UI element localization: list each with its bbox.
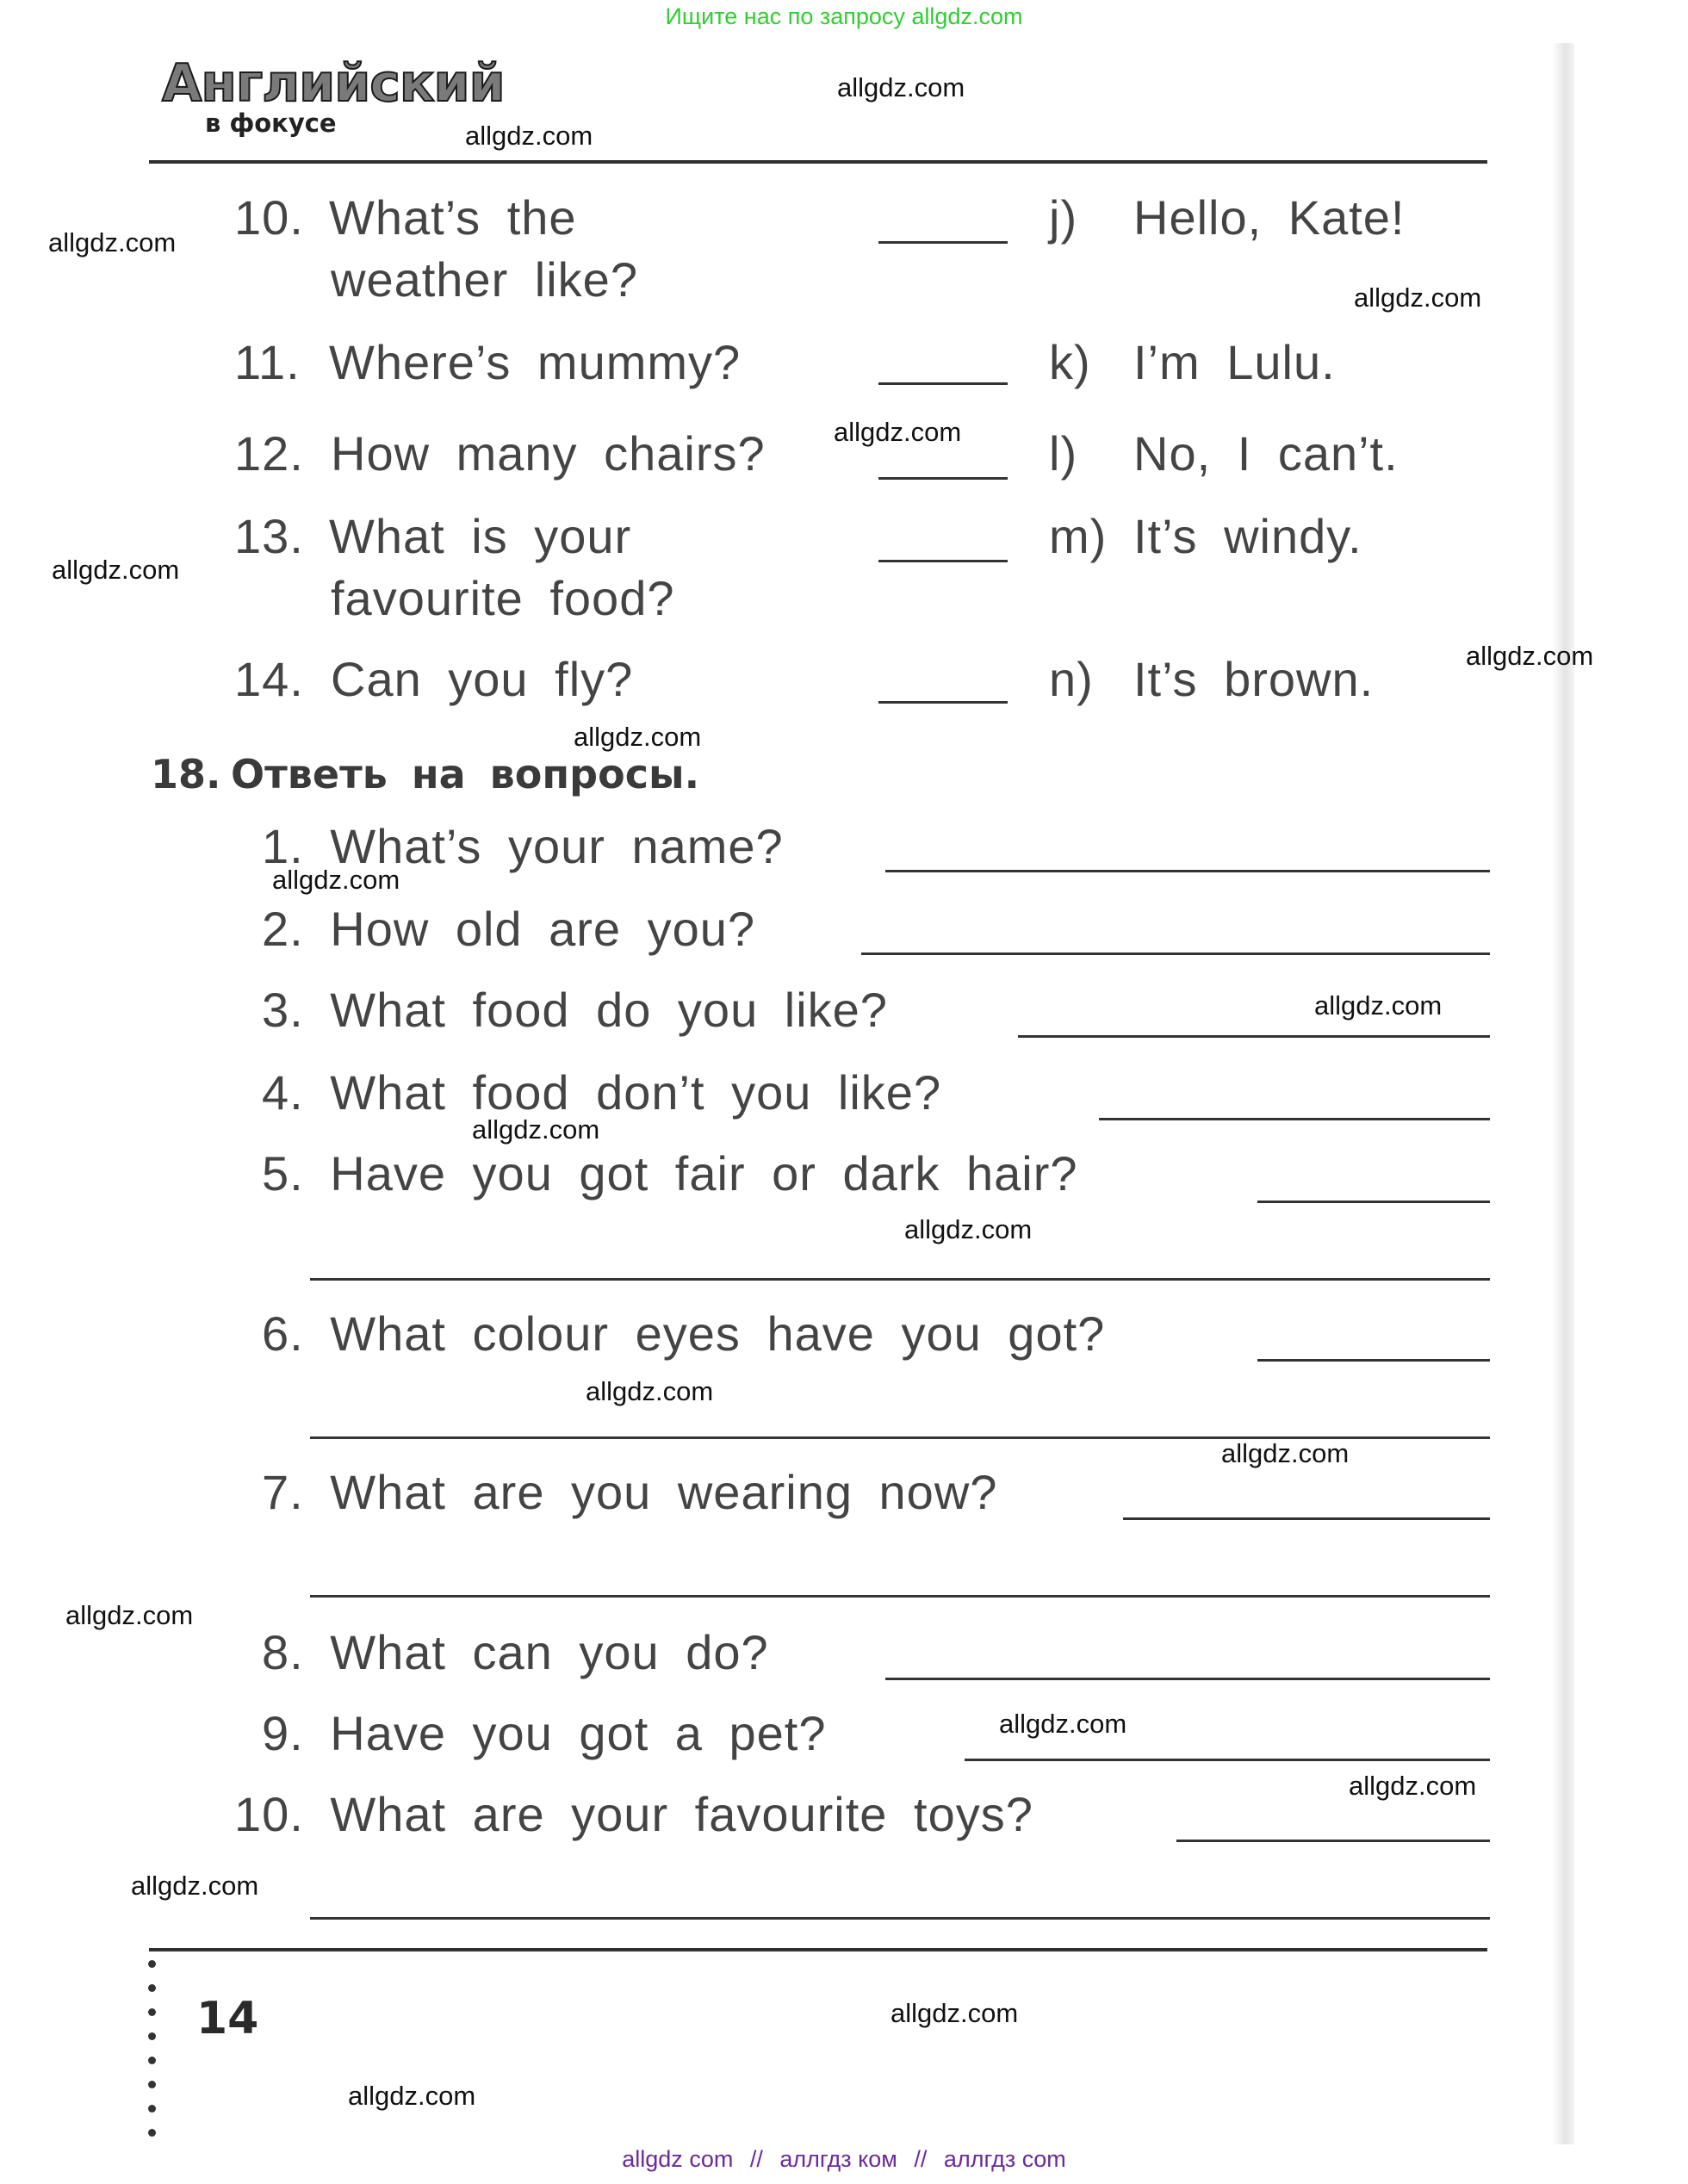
answer-line[interactable] [885, 1678, 1490, 1680]
question-number: 11. [234, 335, 301, 389]
question-text-continued: weather like? [331, 252, 638, 307]
header-divider [149, 160, 1487, 164]
answer-line[interactable] [1123, 1517, 1490, 1520]
answer-question: 5. Have you got fair or dark hair? [262, 1146, 1078, 1201]
question-text: Where’s mummy? [329, 335, 742, 389]
answer-line[interactable] [885, 870, 1490, 872]
question-text: What is your [329, 509, 632, 563]
book-logo-title: Английский [162, 53, 505, 114]
answer-letter: k) [1049, 335, 1091, 389]
margin-dot [148, 2057, 156, 2064]
answer-question: 1. What’s your name? [262, 819, 784, 873]
question-text: How many chairs? [331, 426, 766, 481]
answer-question: 10. What are your favourite toys? [234, 1787, 1033, 1841]
answer-text: It’s windy. [1133, 509, 1362, 563]
answer-letter: l) [1049, 426, 1078, 481]
match-blank[interactable] [878, 382, 1008, 385]
watermark: allgdz.com [834, 417, 962, 447]
question-text: Can you fly? [331, 652, 634, 706]
margin-dot [148, 2105, 156, 2113]
watermark: allgdz.com [1349, 1771, 1477, 1801]
watermark: allgdz.com [131, 1871, 259, 1901]
top-search-banner[interactable]: Ищите нас по запросу allgdz.com [665, 3, 1023, 29]
exercise-number: 18. [151, 751, 221, 797]
match-blank[interactable] [878, 241, 1008, 244]
watermark: allgdz.com [1221, 1438, 1350, 1468]
watermark: allgdz.com [348, 2081, 476, 2111]
book-logo-subtitle: в фокусе [205, 109, 337, 138]
answer-line-continued[interactable] [310, 1278, 1490, 1281]
bottom-banner-part[interactable]: аллгдз com [943, 2146, 1066, 2172]
answer-line-continued[interactable] [310, 1595, 1490, 1598]
watermark: allgdz.com [472, 1114, 600, 1145]
bottom-banner-separator: // [914, 2146, 928, 2172]
answer-question: 9. Have you got a pet? [262, 1706, 827, 1760]
watermark: allgdz.com [52, 555, 180, 585]
watermark: allgdz.com [574, 722, 702, 752]
answer-line[interactable] [1018, 1035, 1490, 1038]
answer-letter: m) [1049, 509, 1108, 563]
margin-dot [148, 1960, 156, 1968]
answer-line[interactable] [1257, 1359, 1490, 1362]
watermark: allgdz.com [837, 72, 965, 102]
match-blank[interactable] [878, 560, 1008, 562]
page-edge-shadow [1552, 43, 1574, 2144]
page-number: 14 [196, 1993, 259, 2044]
answer-text: It’s brown. [1133, 652, 1375, 706]
exercise-title: Ответь на вопросы. [231, 751, 700, 797]
watermark: allgdz.com [272, 865, 400, 895]
watermark: allgdz.com [65, 1600, 194, 1630]
match-blank[interactable] [878, 477, 1008, 480]
margin-dot [148, 2081, 156, 2088]
question-number: 12. [234, 426, 304, 481]
question-text-continued: favourite food? [331, 571, 675, 625]
margin-dot [148, 1984, 156, 1992]
watermark: allgdz.com [1354, 282, 1482, 313]
answer-line[interactable] [1099, 1118, 1490, 1120]
answer-text: Hello, Kate! [1133, 190, 1406, 245]
answer-question: 8. What can you do? [262, 1625, 769, 1679]
bottom-banner-part[interactable]: аллгдз ком [779, 2146, 897, 2172]
watermark: allgdz.com [1466, 641, 1594, 671]
watermark: allgdz.com [891, 1998, 1019, 2028]
watermark: allgdz.com [904, 1214, 1033, 1244]
answer-line-continued[interactable] [310, 1917, 1490, 1920]
answer-question: 7. What are you wearing now? [262, 1465, 998, 1519]
watermark: allgdz.com [48, 227, 177, 257]
answer-line[interactable] [861, 952, 1490, 955]
answer-line[interactable] [1257, 1201, 1490, 1203]
answer-letter: j) [1049, 190, 1078, 245]
answer-letter: n) [1049, 652, 1094, 706]
margin-dot [148, 2008, 156, 2016]
answer-question: 3. What food do you like? [262, 983, 888, 1037]
answer-line[interactable] [1176, 1840, 1490, 1842]
watermark: allgdz.com [465, 121, 593, 151]
margin-dot [148, 2129, 156, 2137]
answer-line[interactable] [965, 1759, 1490, 1761]
question-text: What’s the [329, 190, 577, 245]
answer-question: 2. How old are you? [262, 902, 756, 956]
question-number: 13. [234, 509, 304, 563]
bottom-site-banner[interactable] [0, 2146, 1688, 2173]
margin-dot [148, 2032, 156, 2040]
watermark: allgdz.com [999, 1709, 1127, 1739]
watermark: allgdz.com [586, 1376, 714, 1406]
answer-question: 6. What colour eyes have you got? [262, 1306, 1106, 1361]
answer-question: 4. What food don’t you like? [262, 1065, 942, 1120]
watermark: allgdz.com [1314, 990, 1443, 1021]
answer-text: No, I can’t. [1133, 426, 1399, 481]
answer-text: I’m Lulu. [1133, 335, 1336, 389]
footer-divider [149, 1948, 1487, 1951]
question-number: 10. [234, 190, 304, 245]
match-blank[interactable] [878, 701, 1008, 704]
bottom-banner-separator: // [749, 2146, 763, 2172]
question-number: 14. [234, 652, 304, 706]
bottom-banner-part[interactable]: allgdz com [622, 2146, 734, 2172]
